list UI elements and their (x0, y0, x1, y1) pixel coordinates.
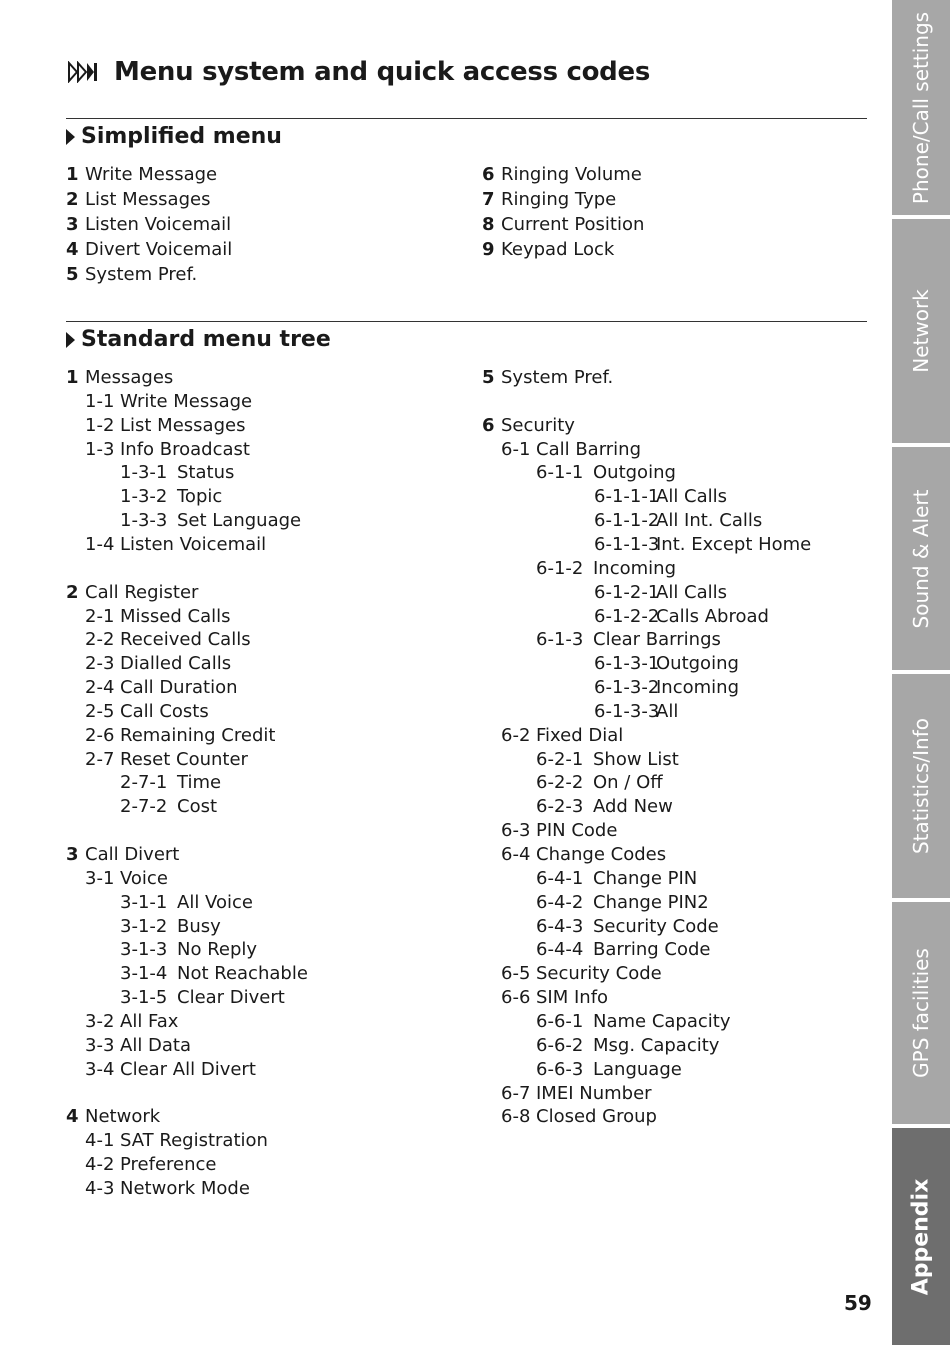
menu-code: 6-1-2 (536, 557, 584, 579)
menu-item (536, 867, 697, 891)
menu-item (594, 676, 739, 700)
menu-label: Closed Group (536, 1106, 657, 1128)
menu-item (85, 533, 266, 557)
menu-code: 3-1-3 (120, 939, 168, 961)
menu-label: Int. Except Home (656, 533, 812, 555)
menu-code: 3-1-1 (120, 891, 168, 913)
menu-item (482, 414, 575, 438)
menu-item (536, 628, 721, 652)
menu-code: 1-3-2 (120, 486, 168, 508)
menu-code: 3-1-4 (120, 963, 168, 985)
menu-code: 4-2 (85, 1154, 115, 1176)
menu-label: Outgoing (593, 462, 676, 484)
tab-phone-call-settings[interactable] (892, 0, 950, 215)
menu-item (85, 1058, 256, 1082)
section-divider (66, 118, 867, 119)
menu-code: 3 (66, 844, 79, 865)
menu-item (501, 819, 617, 843)
menu-code: 1 (66, 367, 79, 388)
menu-label: Topic (177, 486, 223, 508)
menu-label: Change PIN2 (593, 891, 709, 913)
menu-label: Security (501, 414, 575, 436)
menu-item (536, 771, 663, 795)
menu-label: Status (177, 462, 235, 484)
tab-gps-facilities[interactable] (892, 902, 950, 1124)
menu-code: 1-3-1 (120, 462, 168, 484)
menu-item (482, 213, 644, 237)
menu-item (85, 438, 250, 462)
menu-code: 6-4-1 (536, 867, 584, 889)
menu-label: Missed Calls (120, 605, 231, 627)
menu-item (85, 748, 248, 772)
menu-item (501, 438, 641, 462)
menu-item (120, 771, 221, 795)
menu-label: Call Barring (536, 438, 642, 460)
menu-item (120, 891, 253, 915)
menu-code: 6-1-1-2 (594, 510, 660, 532)
section-title: Standard menu tree (81, 327, 331, 352)
menu-label: Incoming (593, 557, 676, 579)
menu-label: PIN Code (536, 820, 618, 842)
menu-label: Keypad Lock (501, 239, 615, 260)
tab-network[interactable] (892, 219, 950, 443)
menu-code: 1-3-3 (120, 510, 168, 532)
menu-item (536, 1010, 731, 1034)
menu-code: 2-4 (85, 677, 115, 699)
simplified-menu-heading (66, 124, 282, 149)
menu-item (85, 724, 275, 748)
menu-item (85, 605, 231, 629)
menu-item (594, 605, 769, 629)
menu-item (482, 188, 616, 212)
menu-label: Msg. Capacity (593, 1034, 720, 1056)
menu-label: All Calls (656, 581, 728, 603)
menu-item (120, 485, 222, 509)
menu-label: Clear All Divert (120, 1058, 256, 1080)
menu-item (536, 915, 719, 939)
menu-item (85, 1034, 191, 1058)
menu-item (120, 461, 234, 485)
tab-label: Statistics/Info (909, 717, 933, 855)
menu-label: List Messages (85, 189, 211, 210)
menu-item (66, 581, 198, 605)
menu-label: Call Divert (85, 844, 180, 865)
menu-code: 2-5 (85, 700, 115, 722)
menu-item (85, 1177, 250, 1201)
menu-item (482, 238, 614, 262)
triangle-right-icon (66, 129, 75, 145)
menu-item (536, 795, 673, 819)
menu-item (85, 676, 238, 700)
menu-code: 6-1-1 (536, 462, 584, 484)
menu-item (120, 915, 221, 939)
menu-item (501, 962, 662, 986)
menu-label: Time (177, 772, 222, 794)
menu-label: Set Language (177, 510, 302, 532)
menu-label: System Pref. (501, 367, 614, 388)
menu-code: 5 (482, 367, 495, 388)
menu-code: 2-2 (85, 629, 115, 651)
menu-code: 3-1-5 (120, 987, 168, 1009)
menu-label: SIM Info (536, 987, 609, 1009)
menu-item (120, 986, 285, 1010)
menu-item (120, 938, 257, 962)
menu-code: 1-2 (85, 414, 115, 436)
menu-label: List Messages (120, 414, 246, 436)
menu-code: 4 (66, 239, 79, 260)
skip-forward-icon (68, 61, 98, 83)
menu-item (501, 724, 623, 748)
menu-label: Ringing Volume (501, 164, 642, 185)
menu-label: Ringing Type (501, 189, 617, 210)
tab-label: Appendix (908, 1178, 934, 1295)
menu-label: Change PIN (593, 867, 698, 889)
menu-code: 6-6-1 (536, 1010, 584, 1032)
menu-code: 9 (482, 239, 495, 260)
menu-label: Divert Voicemail (85, 239, 233, 260)
menu-item (536, 1034, 719, 1058)
menu-item (536, 891, 709, 915)
menu-code: 2 (66, 581, 79, 603)
menu-label: No Reply (177, 939, 258, 961)
tab-label: Phone/Call settings (909, 11, 933, 204)
menu-item (594, 581, 727, 605)
menu-label: Security Code (593, 915, 719, 937)
menu-item (482, 366, 613, 390)
menu-code: 6-4-3 (536, 915, 584, 937)
menu-item (594, 509, 762, 533)
section-divider (66, 321, 867, 322)
menu-code: 4-1 (85, 1130, 115, 1152)
menu-code: 6-2-1 (536, 748, 584, 770)
menu-code: 6-1-3-1 (594, 653, 660, 675)
menu-label: Language (593, 1058, 682, 1080)
menu-label: Listen Voicemail (85, 214, 232, 235)
menu-item (85, 1129, 268, 1153)
menu-code: 1-3 (85, 438, 115, 460)
menu-label: Clear Barrings (593, 629, 721, 651)
menu-code: 3-4 (85, 1058, 115, 1080)
menu-code: 6-7 (501, 1082, 531, 1104)
menu-code: 6-4-4 (536, 939, 584, 961)
menu-item (85, 1010, 178, 1034)
menu-code: 6-6 (501, 987, 531, 1009)
section-title: Simplified menu (81, 124, 282, 149)
menu-item (501, 1105, 657, 1129)
menu-item (66, 366, 173, 390)
menu-item (66, 163, 217, 187)
menu-item (536, 557, 676, 581)
page-title-row (68, 52, 650, 92)
menu-label: Busy (177, 915, 221, 937)
menu-label: All Voice (177, 891, 253, 913)
menu-code: 2-7 (85, 748, 115, 770)
menu-item (594, 533, 811, 557)
menu-label: Remaining Credit (120, 724, 276, 746)
menu-code: 2-3 (85, 653, 115, 675)
menu-label: SAT Registration (120, 1130, 268, 1152)
menu-label: Reset Counter (120, 748, 248, 770)
menu-code: 6-1 (501, 438, 531, 460)
menu-label: Outgoing (656, 653, 739, 675)
menu-label: Network (85, 1106, 161, 1128)
menu-code: 6-3 (501, 820, 531, 842)
menu-item (85, 414, 245, 438)
page-title: Menu system and quick access codes (114, 57, 650, 87)
tab-appendix[interactable] (892, 1128, 950, 1345)
menu-label: Fixed Dial (536, 724, 624, 746)
menu-item (536, 748, 679, 772)
menu-code: 2-6 (85, 724, 115, 746)
menu-code: 6-2-3 (536, 796, 584, 818)
menu-label: Call Duration (120, 677, 238, 699)
menu-label: Calls Abroad (656, 605, 769, 627)
menu-item (536, 461, 676, 485)
menu-label: Current Position (501, 214, 645, 235)
menu-item (66, 238, 232, 262)
menu-code: 2-7-1 (120, 772, 168, 794)
menu-item (85, 1153, 217, 1177)
page-number: 59 (844, 1291, 872, 1315)
menu-code: 1-4 (85, 533, 115, 555)
tab-label: GPS facilities (909, 948, 933, 1078)
menu-item (501, 843, 666, 867)
menu-code: 6-4 (501, 844, 531, 865)
menu-label: All Fax (120, 1010, 179, 1032)
menu-code: 2-7-2 (120, 796, 168, 818)
menu-item (66, 1105, 160, 1129)
menu-code: 6-8 (501, 1106, 531, 1128)
menu-item (501, 1082, 652, 1106)
menu-code: 6-1-3-3 (594, 700, 660, 722)
menu-label: Call Register (85, 581, 199, 603)
menu-label: Write Message (85, 164, 218, 185)
menu-label: IMEI Number (536, 1082, 652, 1104)
menu-code: 3 (66, 214, 79, 235)
menu-code: 2-1 (85, 605, 115, 627)
menu-item (536, 938, 711, 962)
menu-label: All Int. Calls (656, 510, 763, 532)
menu-item (501, 986, 608, 1010)
menu-code: 6 (482, 164, 495, 185)
side-tabs (892, 0, 950, 1345)
tab-sound-alert[interactable] (892, 447, 950, 670)
menu-code: 6-1-2-2 (594, 605, 660, 627)
menu-code: 6-5 (501, 963, 531, 985)
menu-label: Name Capacity (593, 1010, 731, 1032)
menu-label: Info Broadcast (120, 438, 250, 460)
menu-item (85, 652, 231, 676)
menu-label: Preference (120, 1154, 217, 1176)
menu-code: 2 (66, 189, 79, 210)
menu-code: 6-1-1-3 (594, 533, 660, 555)
menu-item (85, 700, 209, 724)
menu-label: System Pref. (85, 264, 198, 285)
menu-code: 4 (66, 1106, 79, 1128)
menu-item (85, 867, 168, 891)
menu-label: Call Costs (120, 700, 209, 722)
tab-label: Sound & Alert (909, 489, 933, 628)
menu-item (594, 485, 727, 509)
menu-item (120, 509, 301, 533)
menu-label: Barring Code (593, 939, 711, 961)
menu-label: Show List (593, 748, 679, 770)
menu-label: Dialled Calls (120, 653, 232, 675)
menu-code: 3-1-2 (120, 915, 168, 937)
menu-code: 4-3 (85, 1177, 115, 1199)
menu-label: Change Codes (536, 844, 667, 865)
menu-code: 6 (482, 414, 495, 436)
menu-code: 1 (66, 164, 79, 185)
menu-label: Clear Divert (177, 987, 285, 1009)
menu-label: All Calls (656, 486, 728, 508)
menu-code: 5 (66, 264, 79, 285)
menu-code: 3-2 (85, 1010, 115, 1032)
menu-label: On / Off (593, 772, 663, 794)
menu-code: 6-2 (501, 724, 531, 746)
menu-item (85, 628, 251, 652)
menu-code: 7 (482, 189, 495, 210)
menu-item (66, 188, 210, 212)
menu-label: Not Reachable (177, 963, 308, 985)
menu-code: 6-4-2 (536, 891, 584, 913)
tab-label: Network (909, 289, 933, 373)
standard-menu-heading (66, 327, 331, 352)
menu-label: Write Message (120, 390, 253, 412)
triangle-right-icon (66, 332, 75, 348)
menu-code: 8 (482, 214, 495, 235)
menu-code: 6-1-1-1 (594, 486, 660, 508)
menu-code: 1-1 (85, 390, 115, 412)
menu-label: Cost (177, 796, 218, 818)
menu-code: 6-1-3-2 (594, 677, 660, 699)
menu-item (120, 795, 217, 819)
menu-item (66, 843, 179, 867)
menu-label: Add New (593, 796, 673, 818)
menu-item (120, 962, 308, 986)
menu-code: 6-6-3 (536, 1058, 584, 1080)
menu-label: Network Mode (120, 1177, 250, 1199)
menu-label: All (656, 700, 679, 722)
menu-code: 3-1 (85, 867, 115, 889)
menu-code: 6-1-3 (536, 629, 584, 651)
menu-code: 6-1-2-1 (594, 581, 660, 603)
menu-code: 3-3 (85, 1034, 115, 1056)
menu-item (66, 213, 231, 237)
menu-label: All Data (120, 1034, 192, 1056)
menu-item (536, 1058, 682, 1082)
menu-code: 6-6-2 (536, 1034, 584, 1056)
menu-item (594, 652, 739, 676)
menu-item (85, 390, 252, 414)
menu-item (482, 163, 642, 187)
menu-item (66, 263, 197, 287)
menu-label: Messages (85, 367, 174, 388)
tab-statistics-info[interactable] (892, 674, 950, 898)
menu-item (594, 700, 678, 724)
menu-label: Incoming (656, 677, 739, 699)
menu-code: 6-2-2 (536, 772, 584, 794)
menu-label: Security Code (536, 963, 662, 985)
menu-label: Listen Voicemail (120, 533, 267, 555)
menu-label: Voice (120, 867, 168, 889)
menu-label: Received Calls (120, 629, 251, 651)
